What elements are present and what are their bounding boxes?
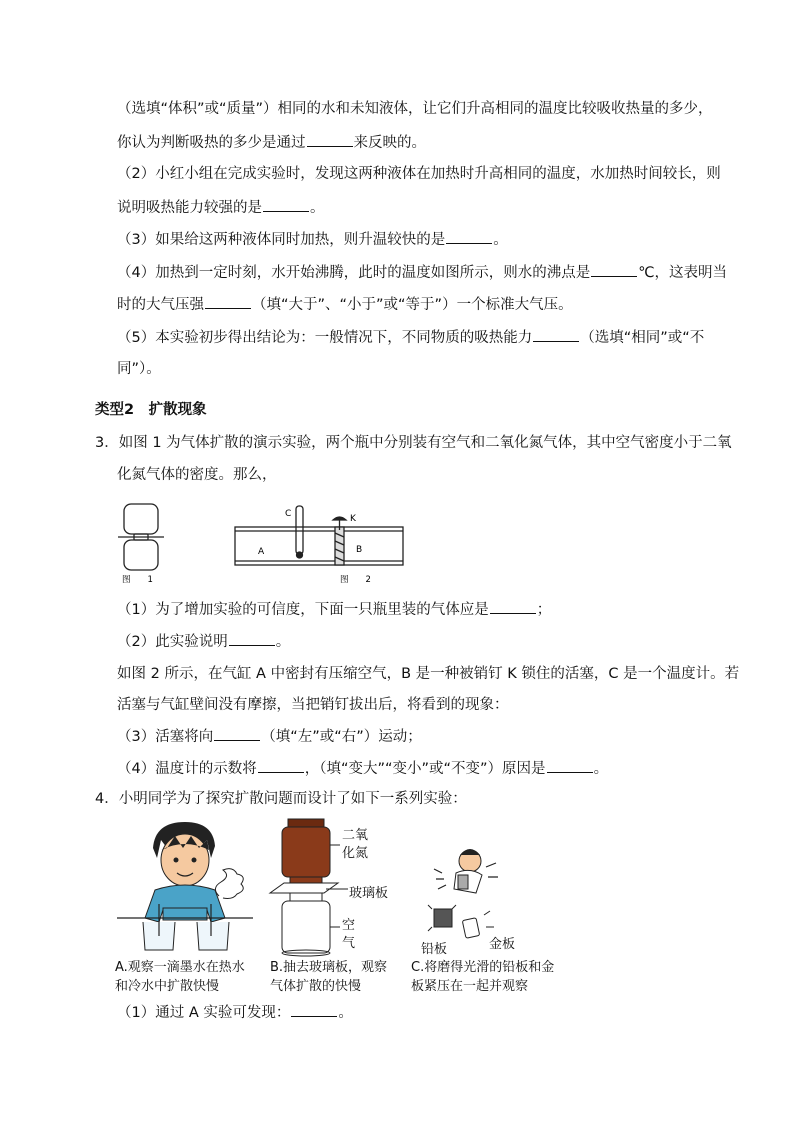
question-3-4: （4）温度计的示数将 ，（填“变大”“变小”或“不变”）原因是 。 [117, 758, 608, 779]
answer-blank[interactable] [263, 197, 309, 212]
fig2-caption: 图 2 [340, 575, 371, 585]
label-glass-plate: 玻璃板 [349, 886, 389, 901]
answer-blank[interactable] [446, 229, 492, 244]
question-3-para-1: 如图 2 所示，在气缸 A 中密封有压缩空气，B 是一种被销钉 K 锁住的活塞，C 是一个温度计。若 [117, 666, 740, 682]
answer-blank[interactable] [490, 599, 536, 614]
question-3-para-2: 活塞与气缸壁间没有摩擦，当把销钉拔出后，将看到的现象： [117, 697, 509, 713]
fig2-label-k: K [350, 514, 356, 524]
experiment-a-illustration [115, 818, 255, 958]
label-air-2: 气 [342, 936, 356, 951]
question-3-1: （1）为了增加实验的可信度，下面一只瓶里装的气体应是 ； [117, 599, 551, 620]
text-line-4: 说明吸热能力较强的是 。 [117, 197, 325, 218]
text-line-5: （3）如果给这两种液体同时加热，则升温较快的是 。 [117, 229, 508, 250]
answer-blank[interactable] [291, 1002, 337, 1017]
text-line-8: （5）本实验初步得出结论为：一般情况下，不同物质的吸热能力 （选填“相同”或“不 [117, 327, 704, 348]
question-4: 4．小明同学为了探究扩散问题而设计了如下一系列实验： [95, 791, 467, 807]
fig1-bottles [118, 504, 164, 570]
text-line-2: 你认为判断吸热的多少是通过 来反映的。 [117, 132, 426, 153]
label-lead: 铅板 [421, 942, 448, 957]
experiment-c-illustration [420, 845, 520, 940]
section-heading: 类型2 扩散现象 [95, 402, 207, 418]
caption-c: C.将磨得光滑的铅板和金 板紧压在一起并观察 [411, 960, 555, 994]
text-line-9: 同”）。 [117, 361, 161, 377]
answer-blank[interactable] [533, 327, 579, 342]
answer-blank[interactable] [591, 262, 637, 277]
answer-blank[interactable] [307, 132, 353, 147]
question-4-1: （1）通过 A 实验可发现： 。 [117, 1002, 353, 1023]
answer-blank[interactable] [205, 294, 251, 309]
text-line-1: （选填“体积”或“质量”）相同的水和未知液体，让它们升高相同的温度比较吸收热量的多少， [117, 101, 713, 117]
answer-blank[interactable] [214, 726, 260, 741]
label-gold: 金板 [489, 937, 516, 952]
label-no2-2: 化氮 [342, 846, 369, 861]
question-3-line-2: 化氮气体的密度。那么， [117, 467, 277, 483]
figures-1-2 [110, 500, 410, 586]
question-3-2: （2）此实验说明 。 [117, 631, 290, 652]
fig2-label-b: B [356, 545, 363, 555]
caption-b: B.抽去玻璃板，观察 气体扩散的快慢 [270, 960, 388, 994]
text-line-7: 时的大气压强 （填“大于”、“小于”或“等于”）一个标准大气压。 [117, 294, 573, 315]
fig1-caption: 图 1 [122, 575, 153, 585]
label-no2-1: 二氧 [342, 828, 369, 843]
text-line-6: （4）加热到一定时刻，水开始沸腾，此时的温度如图所示，则水的沸点是 ℃，这表明当 [117, 262, 727, 283]
answer-blank[interactable] [229, 631, 275, 646]
text-line-3: （2）小红小组在完成实验时，发现这两种液体在加热时升高相同的温度，水加热时间较长，则 [117, 166, 721, 182]
fig2-label-c: C [285, 509, 292, 519]
caption-a: A.观察一滴墨水在热水 和冷水中扩散快慢 [115, 960, 245, 994]
fig2-label-a: A [258, 547, 265, 557]
answer-blank[interactable] [258, 758, 304, 773]
label-air-1: 空 [342, 918, 356, 933]
question-3-3: （3）活塞将向 （填“左”或“右”）运动； [117, 726, 422, 747]
answer-blank[interactable] [547, 758, 593, 773]
question-3-line-1: 3．如图 1 为气体扩散的演示实验，两个瓶中分别装有空气和二氧化氮气体，其中空气密度小于二氧 [95, 435, 732, 451]
